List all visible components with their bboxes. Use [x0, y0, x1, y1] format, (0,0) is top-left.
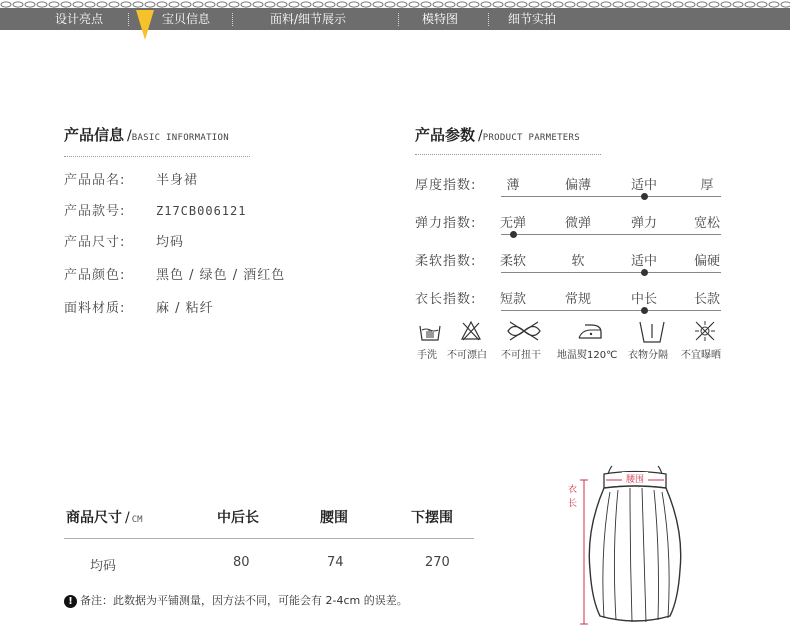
- info-value: 麻 / 粘纤: [156, 301, 214, 316]
- param-selected-dot: [641, 269, 648, 276]
- info-row-name: [64, 169, 198, 188]
- size-table-divider: [64, 538, 474, 539]
- param-label: 弹力指数:: [415, 216, 477, 231]
- no-bleach-icon: [460, 320, 482, 342]
- param-option: 微弹: [564, 216, 591, 231]
- size-col-waist: 腰围: [320, 510, 348, 526]
- param-row-thickness: [415, 174, 725, 198]
- param-label: 厚度指数:: [415, 178, 477, 193]
- nav-separator: [398, 13, 399, 26]
- measurement-note: [64, 592, 408, 608]
- care-label-no-wring: 不可扭干: [501, 350, 541, 361]
- top-nav-bar: [0, 8, 790, 30]
- size-cell-hem: 270: [425, 555, 450, 570]
- no-sun-dry-icon: [694, 320, 716, 342]
- param-option: 厚: [700, 178, 714, 193]
- care-label-hand-wash: 手洗: [417, 350, 437, 361]
- param-selected-dot: [641, 193, 648, 200]
- info-value: 均码: [156, 235, 185, 250]
- iron-low-icon: [576, 320, 604, 342]
- size-cell-waist: 74: [327, 555, 344, 570]
- param-option: 偏薄: [564, 178, 591, 193]
- params-section-title: 产品参数 /PRODUCT PARMETERS: [415, 126, 580, 144]
- info-label: 产品款号:: [64, 204, 126, 219]
- nav-separator: [232, 13, 233, 26]
- waist-label: 腰围: [625, 475, 645, 485]
- warning-icon: !: [64, 595, 77, 608]
- param-scale-line: [501, 272, 721, 273]
- length-measure-line: [580, 480, 588, 624]
- info-label: 产品颜色:: [64, 268, 126, 283]
- param-row-softness: [415, 250, 725, 274]
- param-option: 薄: [506, 178, 520, 193]
- param-option: 偏硬: [693, 254, 720, 269]
- care-label-iron: 地温熨120℃: [557, 350, 618, 361]
- param-label: 柔软指数:: [415, 254, 477, 269]
- note-text: 备注：此数据为平铺测量，因方法不同，可能会有 2-4cm 的误差。: [80, 594, 408, 607]
- separate-wash-icon: [638, 320, 666, 344]
- size-table-title: 商品尺寸: [66, 510, 122, 526]
- size-cell-back-length: 80: [233, 555, 250, 570]
- no-wring-icon: [504, 320, 544, 342]
- length-label-char-2: 长: [568, 499, 578, 509]
- param-row-length: [415, 288, 725, 312]
- nav-tab-model-photos[interactable]: 模特图: [422, 12, 459, 26]
- nav-tab-product-info[interactable]: 宝贝信息: [162, 12, 211, 26]
- size-col-hem: 下摆围: [411, 510, 453, 526]
- params-title-cn: 产品参数: [415, 126, 476, 144]
- param-option: 短款: [499, 292, 526, 307]
- info-label: 产品品名:: [64, 173, 126, 188]
- size-col-back-length: 中后长: [217, 510, 259, 526]
- param-selected-dot: [510, 231, 517, 238]
- info-title-en: BASIC INFORMATION: [131, 133, 229, 143]
- info-label: 面料材质:: [64, 301, 126, 316]
- size-cell-size: 均码: [90, 559, 117, 574]
- info-section-title: 产品信息 /BASIC INFORMATION: [64, 126, 229, 144]
- params-title-divider: [415, 154, 601, 155]
- params-title-en: PRODUCT PARMETERS: [482, 133, 580, 143]
- care-label-no-bleach: 不可漂白: [447, 350, 487, 361]
- param-scale-line: [501, 196, 721, 197]
- info-row-style-no: [64, 200, 246, 219]
- info-value: Z17CB006121: [156, 204, 247, 218]
- care-label-separate: 衣物分隔: [628, 350, 668, 361]
- care-label-no-sun: 不宜曝晒: [681, 350, 721, 361]
- info-value: 半身裙: [156, 173, 199, 188]
- param-option: 中长: [630, 292, 657, 307]
- active-tab-marker: [136, 10, 154, 40]
- nav-tab-design-highlights[interactable]: 设计亮点: [55, 12, 104, 26]
- param-option: 常规: [564, 292, 591, 307]
- size-table-header-label: 商品尺寸 / CM: [66, 510, 143, 526]
- param-option: 柔软: [499, 254, 526, 269]
- param-option: 适中: [630, 178, 657, 193]
- info-value: 黑色 / 绿色 / 酒红色: [156, 268, 286, 283]
- param-option: 软: [571, 254, 585, 269]
- nav-separator: [128, 13, 129, 26]
- info-label: 产品尺寸:: [64, 235, 126, 250]
- param-option: 适中: [630, 254, 657, 269]
- param-selected-dot: [641, 307, 648, 314]
- length-label-char-1: 衣: [568, 485, 578, 495]
- param-label: 衣长指数:: [415, 292, 477, 307]
- info-row-size: [64, 231, 184, 250]
- param-scale-line: [501, 310, 721, 311]
- nav-separator: [488, 13, 489, 26]
- param-option: 长款: [693, 292, 720, 307]
- nav-tab-detail-photos[interactable]: 细节实拍: [508, 12, 557, 26]
- hand-wash-icon: [418, 320, 442, 344]
- info-title-divider: [64, 156, 250, 157]
- param-option: 弹力: [630, 216, 657, 231]
- param-option: 无弹: [499, 216, 526, 231]
- skirt-measurement-diagram: [560, 460, 690, 628]
- param-scale-line: [501, 234, 721, 235]
- nav-tab-fabric-details[interactable]: 面料/细节展示: [270, 12, 347, 26]
- length-label: [568, 483, 580, 509]
- param-option: 宽松: [693, 216, 720, 231]
- info-title-cn: 产品信息: [64, 126, 125, 144]
- info-row-color: [64, 264, 285, 283]
- info-row-material: [64, 297, 214, 316]
- param-row-elasticity: [415, 212, 725, 236]
- size-table-unit: CM: [131, 515, 143, 525]
